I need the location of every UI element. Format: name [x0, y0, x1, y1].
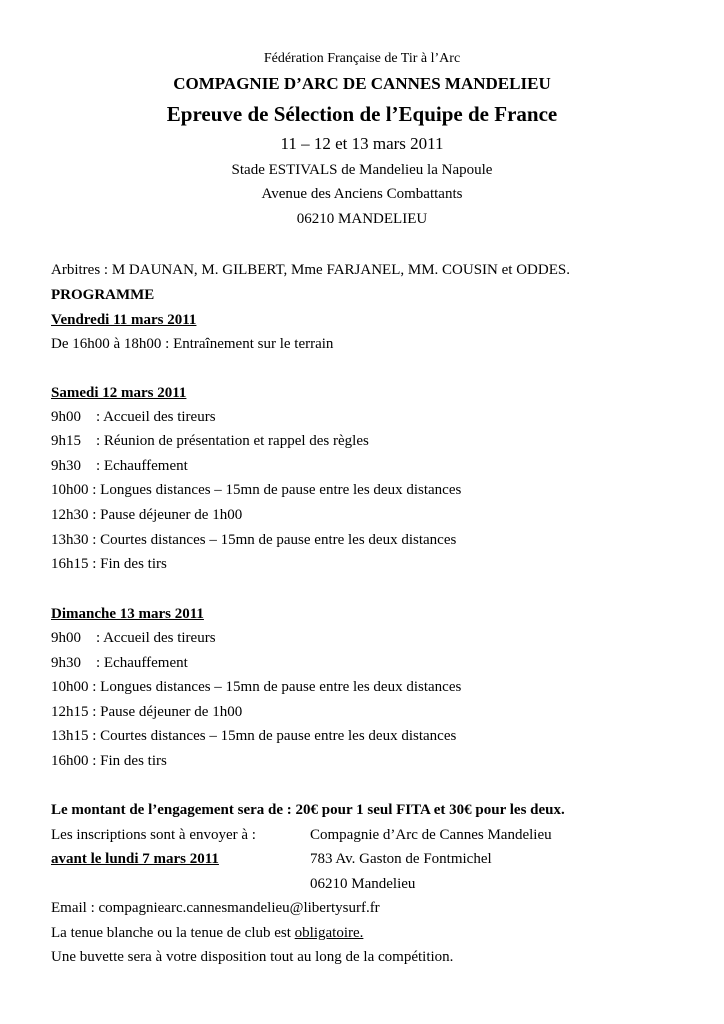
email-line: Email : compagniearc.cannesmandelieu@libertysurf.fr: [51, 900, 380, 916]
document-title: Epreuve de Sélection de l’Equipe de France: [166, 102, 558, 126]
schedule-text: : Réunion de présentation et rappel des règles: [96, 433, 369, 449]
schedule-item: 13h30 : Courtes distances – 15mn de pause entre les deux distances: [51, 532, 457, 548]
club-name: COMPAGNIE D’ARC DE CANNES MANDELIEU: [173, 74, 551, 93]
friday-line: De 16h00 à 18h00 : Entraînement sur le terrain: [51, 336, 334, 352]
saturday-heading: Samedi 12 mars 2011: [51, 385, 187, 401]
schedule-time: 9h00: [51, 409, 81, 425]
schedule-text: : Accueil des tireurs: [96, 409, 216, 425]
dress-code-text: La tenue blanche ou la tenue de club est: [51, 925, 295, 941]
arbitres-line: Arbitres : M DAUNAN, M. GILBERT, Mme FARJANEL, MM. COUSIN et ODDES.: [51, 262, 570, 278]
schedule-item: [51, 407, 216, 427]
schedule-text: : Echauffement: [96, 458, 188, 474]
schedule-item: 12h30 : Pause déjeuner de 1h00: [51, 507, 243, 523]
schedule-time: 9h15: [51, 433, 81, 449]
registration-address-line: Compagnie d’Arc de Cannes Mandelieu: [310, 827, 552, 843]
schedule-item: 10h00 : Longues distances – 15mn de pause entre les deux distances: [51, 482, 462, 498]
programme-heading: PROGRAMME: [51, 287, 155, 303]
schedule-item: 16h00 : Fin des tirs: [51, 753, 167, 769]
schedule-item: [51, 456, 188, 476]
dress-code-line: [51, 923, 363, 943]
friday-heading: Vendredi 11 mars 2011: [51, 312, 197, 328]
federation-name: Fédération Française de Tir à l’Arc: [263, 51, 461, 66]
sunday-heading: Dimanche 13 mars 2011: [51, 606, 204, 622]
schedule-time: 9h30: [51, 655, 81, 671]
registration-label: Les inscriptions sont à envoyer à :: [51, 827, 256, 843]
schedule-item: [51, 628, 216, 648]
schedule-text: : Echauffement: [96, 655, 188, 671]
schedule-item: [51, 431, 369, 451]
schedule-time: 9h00: [51, 630, 81, 646]
fee-line: Le montant de l’engagement sera de : 20€ pour 1 seul FITA et 30€ pour les deux.: [51, 802, 565, 818]
dress-code-emphasis: obligatoire.: [294, 925, 364, 941]
venue-street: Avenue des Anciens Combattants: [261, 186, 463, 202]
registration-deadline: avant le lundi 7 mars 2011: [51, 851, 219, 867]
schedule-item: 12h15 : Pause déjeuner de 1h00: [51, 704, 243, 720]
schedule-item: [51, 653, 188, 673]
schedule-text: : Accueil des tireurs: [96, 630, 216, 646]
schedule-item: 10h00 : Longues distances – 15mn de pause entre les deux distances: [51, 679, 462, 695]
venue-name: Stade ESTIVALS de Mandelieu la Napoule: [231, 162, 493, 178]
buvette-line: Une buvette sera à votre disposition tout au long de la compétition.: [51, 949, 454, 965]
schedule-time: 9h30: [51, 458, 81, 474]
schedule-item: 16h15 : Fin des tirs: [51, 556, 167, 572]
venue-city: 06210 MANDELIEU: [296, 211, 428, 227]
registration-address-line: 06210 Mandelieu: [310, 876, 416, 892]
schedule-item: 13h15 : Courtes distances – 15mn de pause entre les deux distances: [51, 728, 457, 744]
registration-address-line: 783 Av. Gaston de Fontmichel: [310, 851, 492, 867]
event-dates: 11 – 12 et 13 mars 2011: [280, 134, 444, 153]
